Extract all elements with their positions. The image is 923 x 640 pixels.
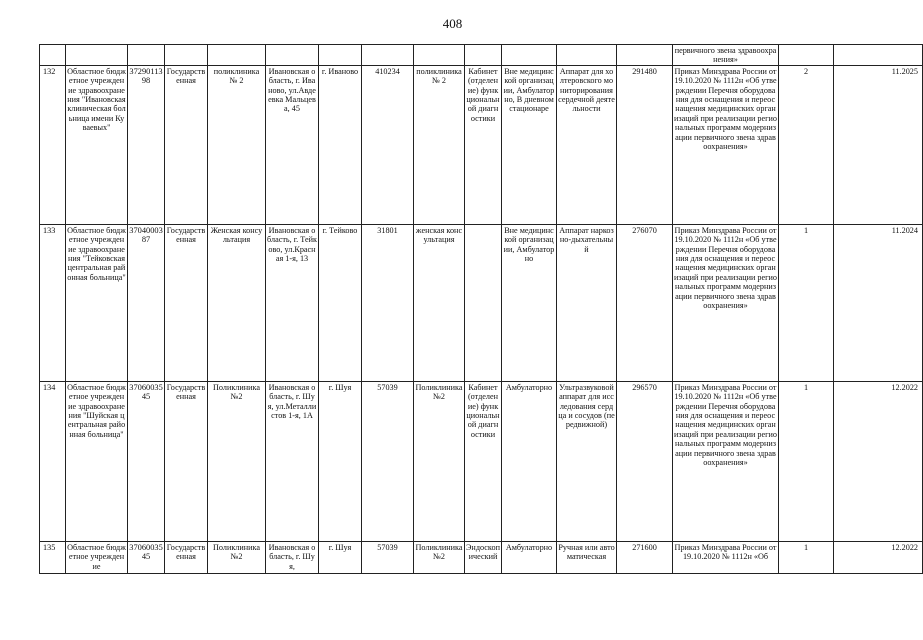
cell-equipment: Ручная или автоматическая: [557, 541, 617, 573]
cell-qty: 1: [779, 224, 834, 381]
table-row: [40, 381, 923, 541]
cell-qty: 1: [779, 381, 834, 541]
cell-date: 11.2024: [834, 224, 923, 381]
cell-doc: первичного звена здравоохранения»: [673, 45, 779, 66]
cell-qty: 1: [779, 541, 834, 573]
cell-address: Ивановская область, г. Шуя, ул.Металлистов 1-я, 1А: [266, 381, 319, 541]
cell-conditions: Вне медицинской организации, Амбулаторно: [502, 224, 557, 381]
cell-num: 132: [40, 65, 66, 224]
cell-code: 3706003545: [128, 381, 165, 541]
cell-city: г. Шуя: [319, 381, 362, 541]
cell-org: Областное бюджетное учреждение здравоохранения "Ивановская клиническая больница имени Куваевых": [66, 65, 128, 224]
equipment-table: [39, 44, 923, 574]
cell-form: Государственная: [165, 541, 208, 573]
cell-conditions: Амбулаторно: [502, 381, 557, 541]
table-row: [40, 224, 923, 381]
cell-address: Ивановская область, г. Иваново, ул.Авдеевка Мальцева, 45: [266, 65, 319, 224]
cell-subunit: Поликлиника №2: [414, 381, 465, 541]
cell-date: 12.2022: [834, 381, 923, 541]
cell-address: Ивановская область, г. Шуя,: [266, 541, 319, 573]
page-number: 408: [442, 16, 463, 31]
cell-oktmo: 31801: [362, 224, 414, 381]
cell-doc: Приказ Минздрава России от 19.10.2020 № 1112н «Об утверждении Перечня оборудования для оснащения и переоснащения медицинских организаций при реализации региональных программ модернизации первичного звена здравоохранения»: [673, 224, 779, 381]
cell-oktmo: 410234: [362, 65, 414, 224]
cell-nomenclature-code: 291480: [617, 65, 673, 224]
cell-equipment: Ультразвуковой аппарат для исследования сердца и сосудов (передвижной): [557, 381, 617, 541]
cell-city: г. Тейково: [319, 224, 362, 381]
cell-equipment: Аппарат наркозно-дыхательный: [557, 224, 617, 381]
cell-address: Ивановская область, г. Тейково, ул.Красная 1-я, 13: [266, 224, 319, 381]
cell-num: 135: [40, 541, 66, 573]
cell-city: г. Иваново: [319, 65, 362, 224]
cell-doc: Приказ Минздрава России от 19.10.2020 № 1112н «Об: [673, 541, 779, 573]
table-row: [40, 541, 923, 573]
cell-room: Эндоскопический: [465, 541, 502, 573]
cell-form: Государственная: [165, 224, 208, 381]
cell-code: 3704000387: [128, 224, 165, 381]
cell-nomenclature-code: 296570: [617, 381, 673, 541]
cell-unit: Женская консультация: [208, 224, 266, 381]
cell-qty: 2: [779, 65, 834, 224]
cell-org: Областное бюджетное учреждение здравоохранения "Шуйская центральная районная больница": [66, 381, 128, 541]
cell-org: Областное бюджетное учреждение: [66, 541, 128, 573]
cell-conditions: Амбулаторно: [502, 541, 557, 573]
cell-num: 133: [40, 224, 66, 381]
cell-num: 134: [40, 381, 66, 541]
cell-form: Государственная: [165, 381, 208, 541]
cell-room: Кабинет (отделение) функциональной диагностики: [465, 381, 502, 541]
cell-subunit: женская консультация: [414, 224, 465, 381]
cell-room: [465, 224, 502, 381]
cell-form: Государственная: [165, 65, 208, 224]
cell-subunit: поликлиника № 2: [414, 65, 465, 224]
cell-equipment: Аппарат для холтеровского мониторирования сердечной деятельности: [557, 65, 617, 224]
cell-org: Областное бюджетное учреждение здравоохранения "Тейковская центральная районная больница": [66, 224, 128, 381]
cell-subunit: Поликлиника №2: [414, 541, 465, 573]
cell-code: 3729011398: [128, 65, 165, 224]
cell-nomenclature-code: 276070: [617, 224, 673, 381]
cell-date: 11.2025: [834, 65, 923, 224]
cell-city: г. Шуя: [319, 541, 362, 573]
cell-doc: Приказ Минздрава России от 19.10.2020 № 1112н «Об утверждении Перечня оборудования для оснащения и переоснащения медицинских организаций при реализации региональных программ модернизации первичного звена здравоохранения»: [673, 65, 779, 224]
cell-oktmo: 57039: [362, 381, 414, 541]
cell-doc: Приказ Минздрава России от 19.10.2020 № 1112н «Об утверждении Перечня оборудования для оснащения и переоснащения медицинских организаций при реализации региональных программ модернизации первичного звена здравоохранения»: [673, 381, 779, 541]
cell-oktmo: 57039: [362, 541, 414, 573]
cell-date: 12.2022: [834, 541, 923, 573]
cell-unit: поликлиника № 2: [208, 65, 266, 224]
cell-nomenclature-code: 271600: [617, 541, 673, 573]
cell-room: Кабинет (отделение) функциональной диагностики: [465, 65, 502, 224]
table-row-fragment: [40, 45, 923, 66]
cell-unit: Поликлиника №2: [208, 381, 266, 541]
cell-unit: Поликлиника №2: [208, 541, 266, 573]
table-row: [40, 65, 923, 224]
cell-code: 3706003545: [128, 541, 165, 573]
cell-conditions: Вне медицинской организации, Амбулаторно, В дневном стационаре: [502, 65, 557, 224]
